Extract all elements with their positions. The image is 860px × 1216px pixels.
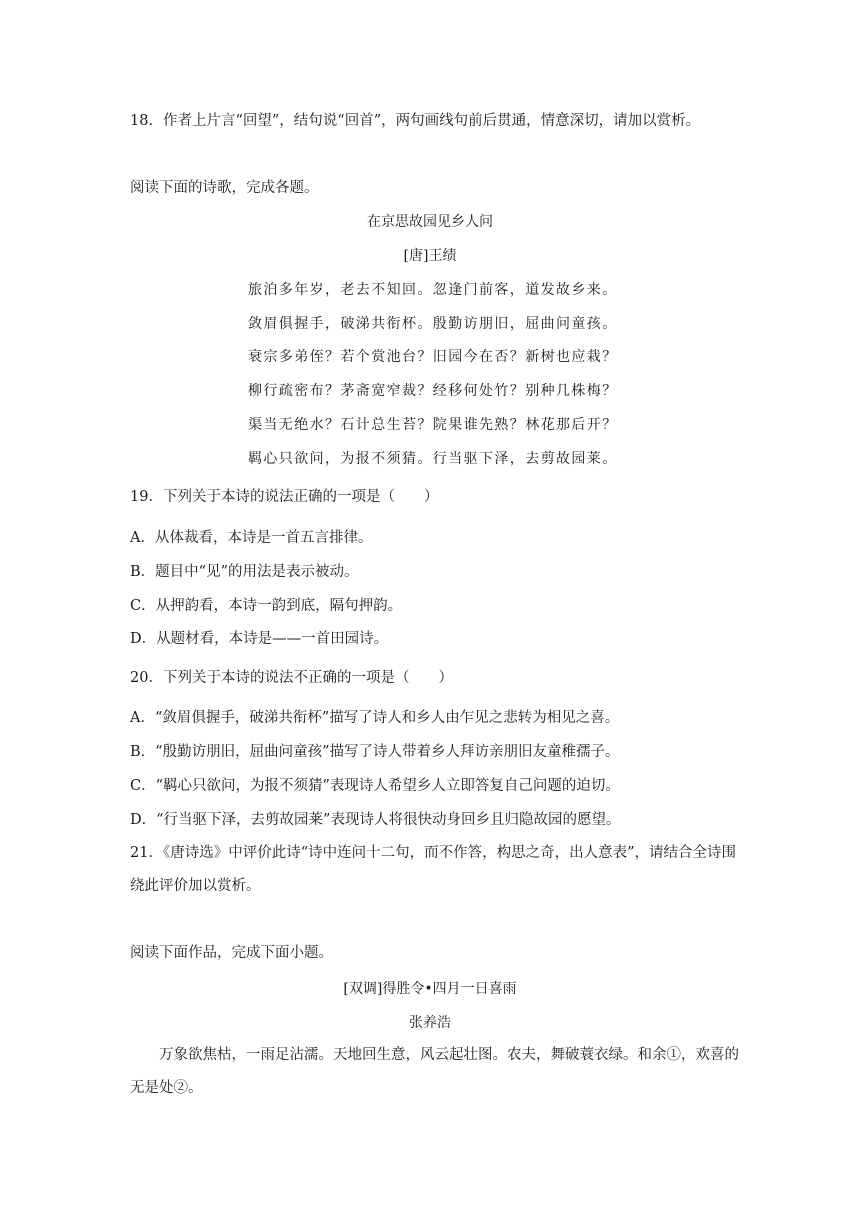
question-19-option-b: B．题目中“见”的用法是表示被动。 [130,564,359,580]
poem-title: 在京思故园见乡人问 [367,214,493,230]
section-intro-qu: 阅读下面作品，完成下面小题。 [130,945,333,961]
question-20-option-b: B．“殷勤访朋旧，屈曲问童孩”描写了诗人带着乡人拜访亲朋旧友童稚孺子。 [130,744,620,760]
question-18: 18．作者上片言“回望”，结句说“回首”，两句画线句前后贯通，情意深切，请加以赏析。 [130,113,701,129]
poem-line: 旅泊多年岁，老去不知回。忽逢门前客，道发故乡来。 [248,282,618,298]
question-19-option-c: C．从押韵看，本诗一韵到底，隔句押韵。 [130,598,403,614]
section-intro-poem: 阅读下面的诗歌，完成各题。 [130,180,319,196]
poem-line: 衰宗多弟侄？若个赏池台？旧园今在否？新树也应栽？ [248,349,618,365]
poem-line: 渠当无绝水？石计总生苔？院果谁先熟？林花那后开？ [248,417,618,433]
poem-line: 羁心只欲问，为报不须猜。行当驱下泽，去剪故园莱。 [248,451,618,467]
question-20-option-d: D．“行当驱下泽，去剪故园莱”表现诗人将很快动身回乡且归隐故园的愿望。 [130,812,621,828]
qu-author: 张养浩 [409,1015,451,1031]
poem-author: [唐]王绩 [403,248,457,264]
question-19-option-d: D．从题材看，本诗是——一首田园诗。 [130,631,389,647]
question-19-stem: 19．下列关于本诗的说法正确的一项是（ ） [130,489,439,505]
question-20-option-c: C．“羁心只欲问，为报不须猜”表现诗人希望乡人立即答复自己问题的迫切。 [130,778,620,794]
poem-line: 敛眉俱握手，破涕共衔杯。殷勤访朋旧，屈曲问童孩。 [248,316,618,332]
question-19-option-a: A．从体裁看，本诗是一首五言排律。 [130,530,373,546]
qu-text: 万象欲焦枯，一雨足沾濡。天地回生意，风云起壮图。农夫，舞破蓑衣绿。和余①，欢喜的无是处②。 [130,1047,739,1096]
qu-title: [双调]得胜令•四月一日喜雨 [343,981,517,997]
question-20-option-a: A．“敛眉俱握手，破涕共衔杯”描写了诗人和乡人由乍见之悲转为相见之喜。 [130,710,620,726]
question-20-stem: 20．下列关于本诗的说法不正确的一项是（ ） [130,670,453,686]
poem-line: 柳行疏密布？茅斋宽窄裁？经移何处竹？别种几株梅？ [248,383,618,399]
question-21: 21．《唐诗选》中评价此诗“诗中连问十二句，而不作答，构思之奇，出人意表”，请结合全诗围绕此评价加以赏析。 [130,845,737,894]
